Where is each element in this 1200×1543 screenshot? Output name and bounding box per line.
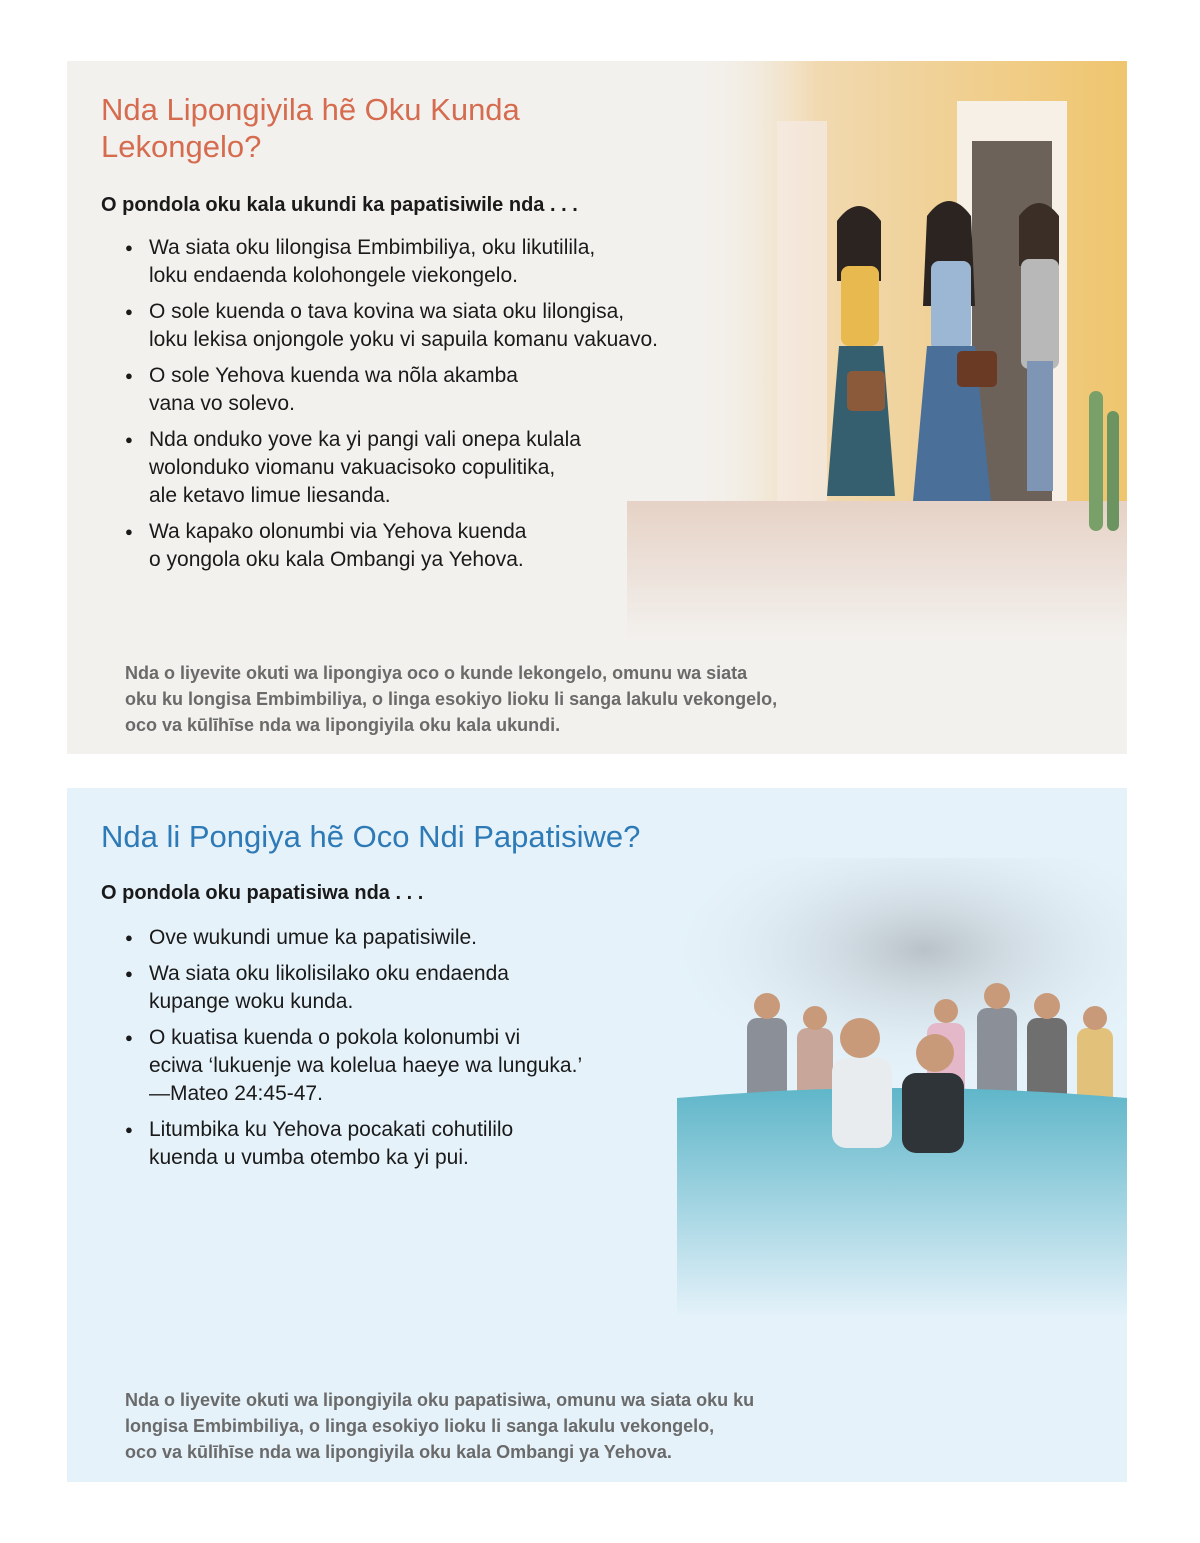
list-item: ● Wa siata oku likolisilako oku endaenda kupange woku kunda. [125,960,645,1016]
section-title: Nda Lipongiyila hẽ Oku Kunda Lekongelo? [101,92,520,164]
list-item: ● Nda onduko yove ka yi pangi vali onepa kulala wolonduko viomanu vakuacisoko copulitika, ale ketavo limue liesanda. [125,426,725,510]
list-item: ● Ove wukundi umue ka papatisiwile. [125,924,645,952]
baptism-section [67,788,1127,1482]
baptism-illustration [677,858,1127,1318]
list-item: ● O sole Yehova kuenda wa nõla akamba vana vo solevo. [125,362,725,418]
list-item: ● Litumbika ku Yehova pocakati cohutililo kuenda u vumba otembo ka yi pui. [125,1116,645,1172]
section-intro: O pondola oku papatisiwa nda . . . [101,882,424,904]
list-item: ● O kuatisa kuenda o pokola kolonumbi vi eciwa ‘lukuenje wa kolelua haeye wa lunguka.’ —Mateo 24:45-47. [125,1024,645,1108]
section-intro: O pondola oku kala ukundi ka papatisiwile nda . . . [101,194,578,216]
section-note: Nda o liyevite okuti wa lipongiyila oku papatisiwa, omunu wa siata oku ku longisa Embimbiliya, o linga esokiyo lioku li sanga lakulu vekongelo, oco va kūlīhīse nda wa lipongiyila oku kala Ombangi ya Yehova. [125,1390,755,1462]
section-title: Nda li Pongiya hẽ Oco Ndi Papatisiwe? [101,819,641,854]
list-item: ● Wa siata oku lilongisa Embimbiliya, oku likutilila, loku endaenda kolohongele viekongelo. [125,234,725,290]
list-item: ● Wa kapako olonumbi via Yehova kuenda o yongola oku kala Ombangi ya Yehova. [125,518,725,574]
preaching-section [67,61,1127,754]
criteria-list [125,924,645,1180]
list-item: ● O sole kuenda o tava kovina wa siata oku lilongisa, loku lekisa onjongole yoku vi sapuila komanu vakuavo. [125,298,725,354]
section-note: Nda o liyevite okuti wa lipongiya oco o kunde lekongelo, omunu wa siata oku ku longisa Embimbiliya, o linga esokiyo lioku li sanga lakulu vekongelo, oco va kūlīhīse nda wa lipongiyila oku kala ukundi. [125,663,778,735]
criteria-list [125,234,725,582]
